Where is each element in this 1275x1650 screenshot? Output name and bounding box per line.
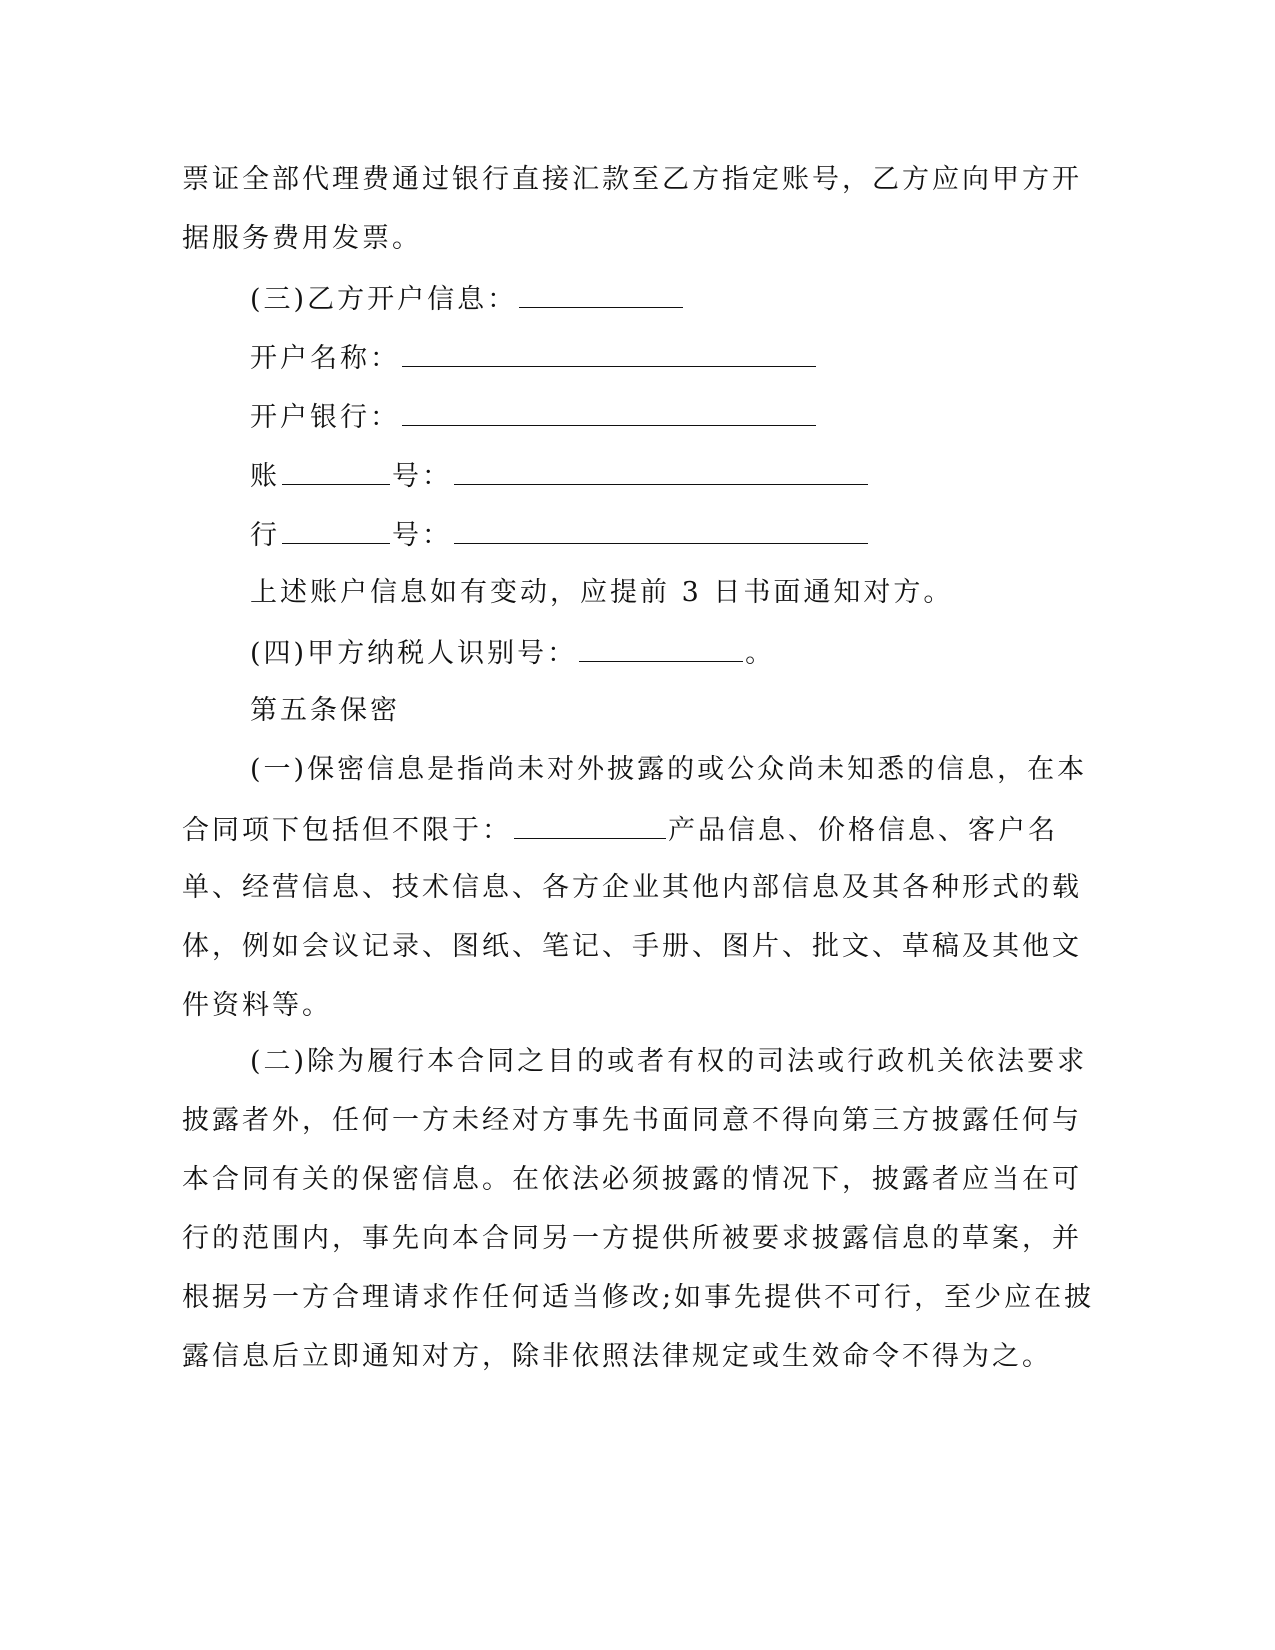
confidential-2-line-4: 行的范围内，事先向本合同另一方提供所被要求披露信息的草案，并: [182, 1223, 1082, 1254]
confidential-1-line-1: (一)保密信息是指尚未对外披露的或公众尚未知悉的信息，在本: [250, 754, 1088, 785]
account-number-char-1: 账: [250, 461, 280, 492]
confidential-1-line-2-a: 合同项下包括但不限于：: [182, 815, 512, 846]
confidential-1-blank[interactable]: [514, 812, 666, 839]
confidential-2-line-3: 本合同有关的保密信息。在依法必须披露的情况下，披露者应当在可: [182, 1164, 1082, 1195]
bank-code-blank[interactable]: [454, 517, 868, 544]
confidential-1-line-5: 件资料等。: [182, 990, 332, 1021]
confidential-1-line-4: 体，例如会议记录、图纸、笔记、手册、图片、批文、草稿及其他文: [182, 931, 1082, 962]
account-number-line: [250, 458, 870, 494]
account-info-label: (三)乙方开户信息：: [250, 284, 518, 315]
account-name-label: 开户名称：: [250, 343, 400, 374]
account-name-blank[interactable]: [402, 340, 816, 367]
bank-code-char-2: 号：: [392, 520, 452, 551]
account-info-line: [250, 281, 685, 317]
taxpayer-label: (四)甲方纳税人识别号：: [250, 638, 578, 669]
bank-code-spacer: [282, 517, 390, 544]
account-bank-label: 开户银行：: [250, 402, 400, 433]
confidential-2-line-6: 露信息后立即通知对方，除非依照法律规定或生效命令不得为之。: [182, 1341, 1052, 1372]
payment-line-2: 据服务费用发票。: [182, 223, 422, 254]
taxpayer-line: [250, 635, 775, 671]
account-bank-blank[interactable]: [402, 399, 816, 426]
change-notice: 上述账户信息如有变动，应提前 3 日书面通知对方。: [250, 577, 954, 608]
account-number-char-2: 号：: [392, 461, 452, 492]
article-5-title: 第五条保密: [250, 695, 400, 726]
confidential-1-line-2: [182, 812, 1058, 848]
taxpayer-end: 。: [745, 638, 776, 669]
bank-code-line: [250, 517, 870, 553]
account-name-line: [250, 340, 818, 376]
account-number-spacer: [282, 458, 390, 485]
account-info-blank[interactable]: [519, 281, 683, 308]
confidential-1-line-3: 单、经营信息、技术信息、各方企业其他内部信息及其各种形式的载: [182, 872, 1082, 903]
confidential-2-line-5: 根据另一方合理请求作任何适当修改;如事先提供不可行，至少应在披: [182, 1282, 1095, 1313]
account-number-blank[interactable]: [454, 458, 868, 485]
confidential-1-line-2-b: 产品信息、价格信息、客户名: [668, 815, 1058, 846]
payment-line-1: 票证全部代理费通过银行直接汇款至乙方指定账号，乙方应向甲方开: [182, 164, 1082, 195]
confidential-2-line-2: 披露者外，任何一方未经对方事先书面同意不得向第三方披露任何与: [182, 1105, 1082, 1136]
confidential-2-line-1: (二)除为履行本合同之目的或者有权的司法或行政机关依法要求: [250, 1046, 1088, 1077]
taxpayer-blank[interactable]: [579, 635, 743, 662]
bank-code-char-1: 行: [250, 520, 280, 551]
account-bank-line: [250, 399, 818, 435]
